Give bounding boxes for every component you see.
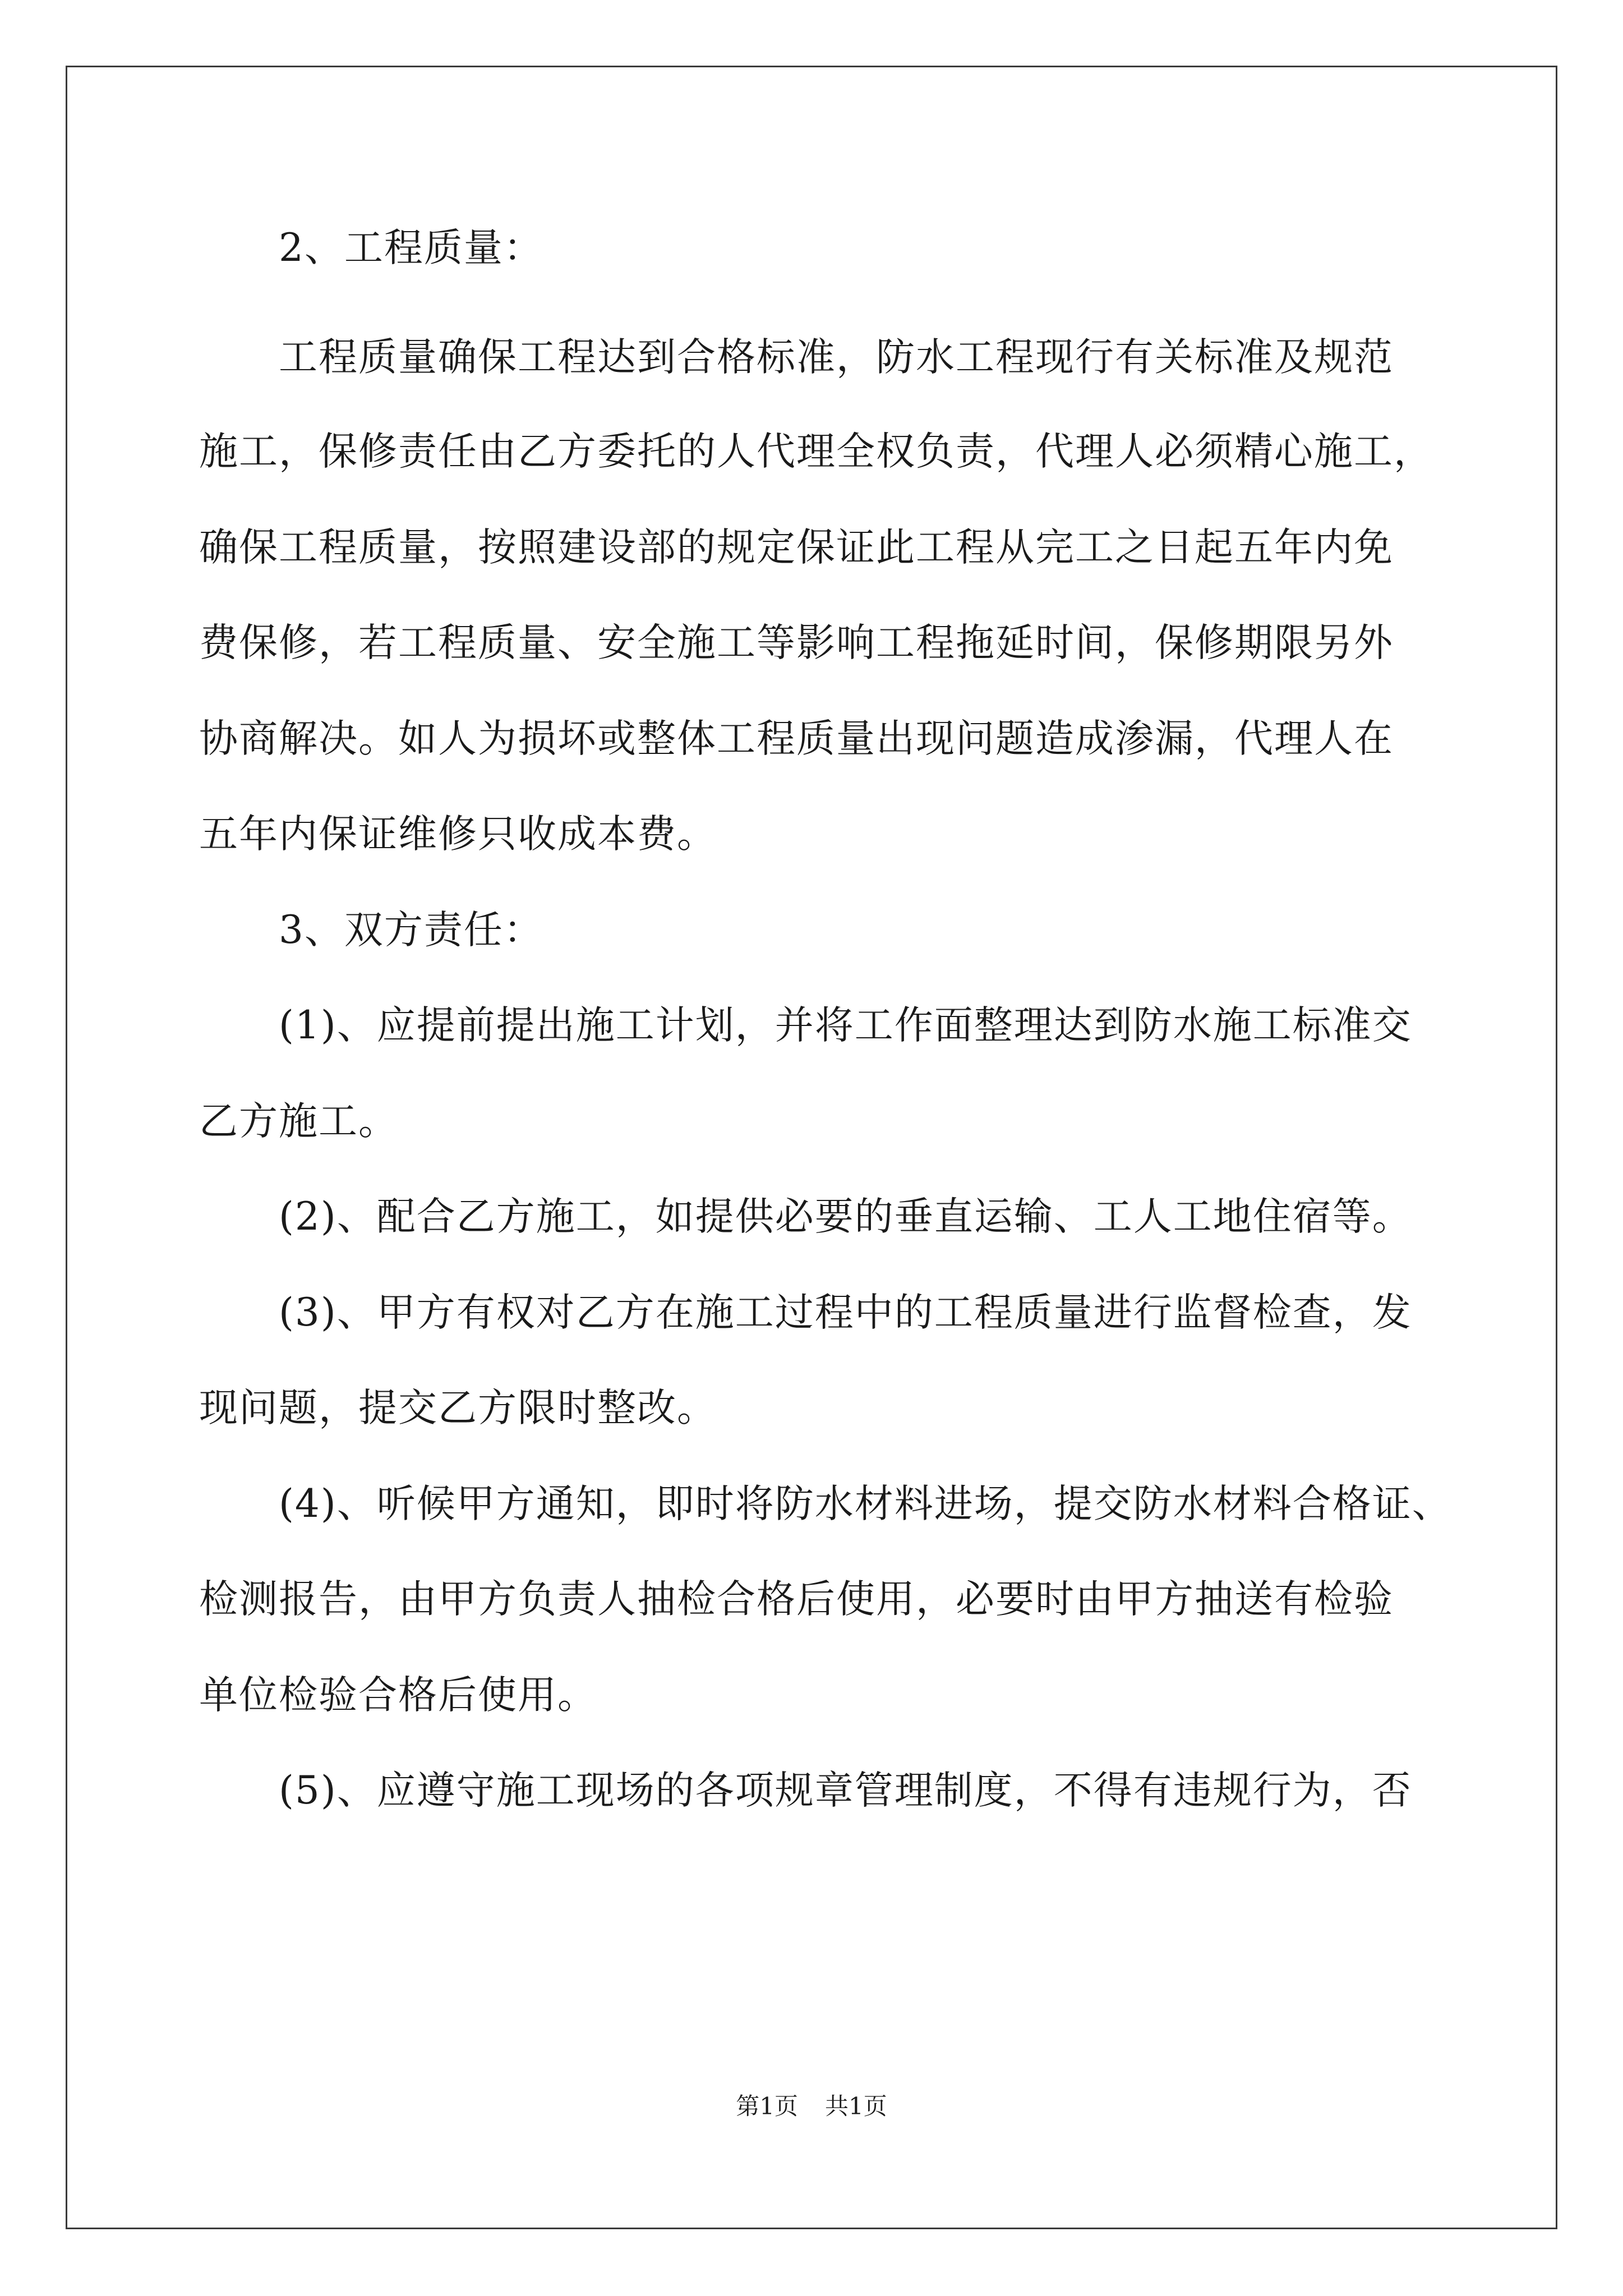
page-number: 第1页 [736,2092,798,2120]
paragraph-line: 施工，保修责任由乙方委托的人代理全权负责，代理人必须精心施工， [199,429,1433,474]
paragraph-line: 费保修，若工程质量、安全施工等影响工程拖延时间，保修期限另外 [199,620,1394,665]
paragraph-line: (2)、配合乙方施工，如提供必要的垂直运输、工人工地住宿等。 [279,1194,1412,1239]
paragraph-line: 乙方施工。 [199,1099,398,1144]
paragraph-line: 检测报告，由甲方负责人抽检合格后使用，必要时由甲方抽送有检验 [199,1577,1394,1622]
section-heading-responsibilities: 3、双方责任： [279,908,543,953]
paragraph-line: (5)、应遵守施工现场的各项规章管理制度，不得有违规行为，否 [279,1768,1412,1813]
paragraph-line: 五年内保证维修只收成本费。 [199,812,717,857]
paragraph-line: (3)、甲方有权对乙方在施工过程中的工程质量进行监督检查，发 [279,1290,1412,1335]
page-total: 共1页 [825,2092,887,2120]
paragraph-line: 现问题，提交乙方限时整改。 [199,1386,717,1430]
paragraph-line: 协商解决。如人为损坏或整体工程质量出现问题造成渗漏，代理人在 [199,716,1394,761]
page-border [66,66,1557,2229]
paragraph-line: 单位检验合格后使用。 [199,1673,597,1718]
paragraph-line: (1)、应提前提出施工计划，并将工作面整理达到防水施工标准交 [279,1003,1412,1048]
paragraph-line: 确保工程质量，按照建设部的规定保证此工程从完工之日起五年内免 [199,525,1394,570]
page-footer [0,2092,1623,2120]
section-heading-quality: 2、工程质量： [279,226,543,270]
paragraph-line: 工程质量确保工程达到合格标准，防水工程现行有关标准及规范 [279,335,1394,380]
paragraph-line: (4)、听候甲方通知，即时将防水材料进场，提交防水材料合格证、 [279,1481,1452,1526]
